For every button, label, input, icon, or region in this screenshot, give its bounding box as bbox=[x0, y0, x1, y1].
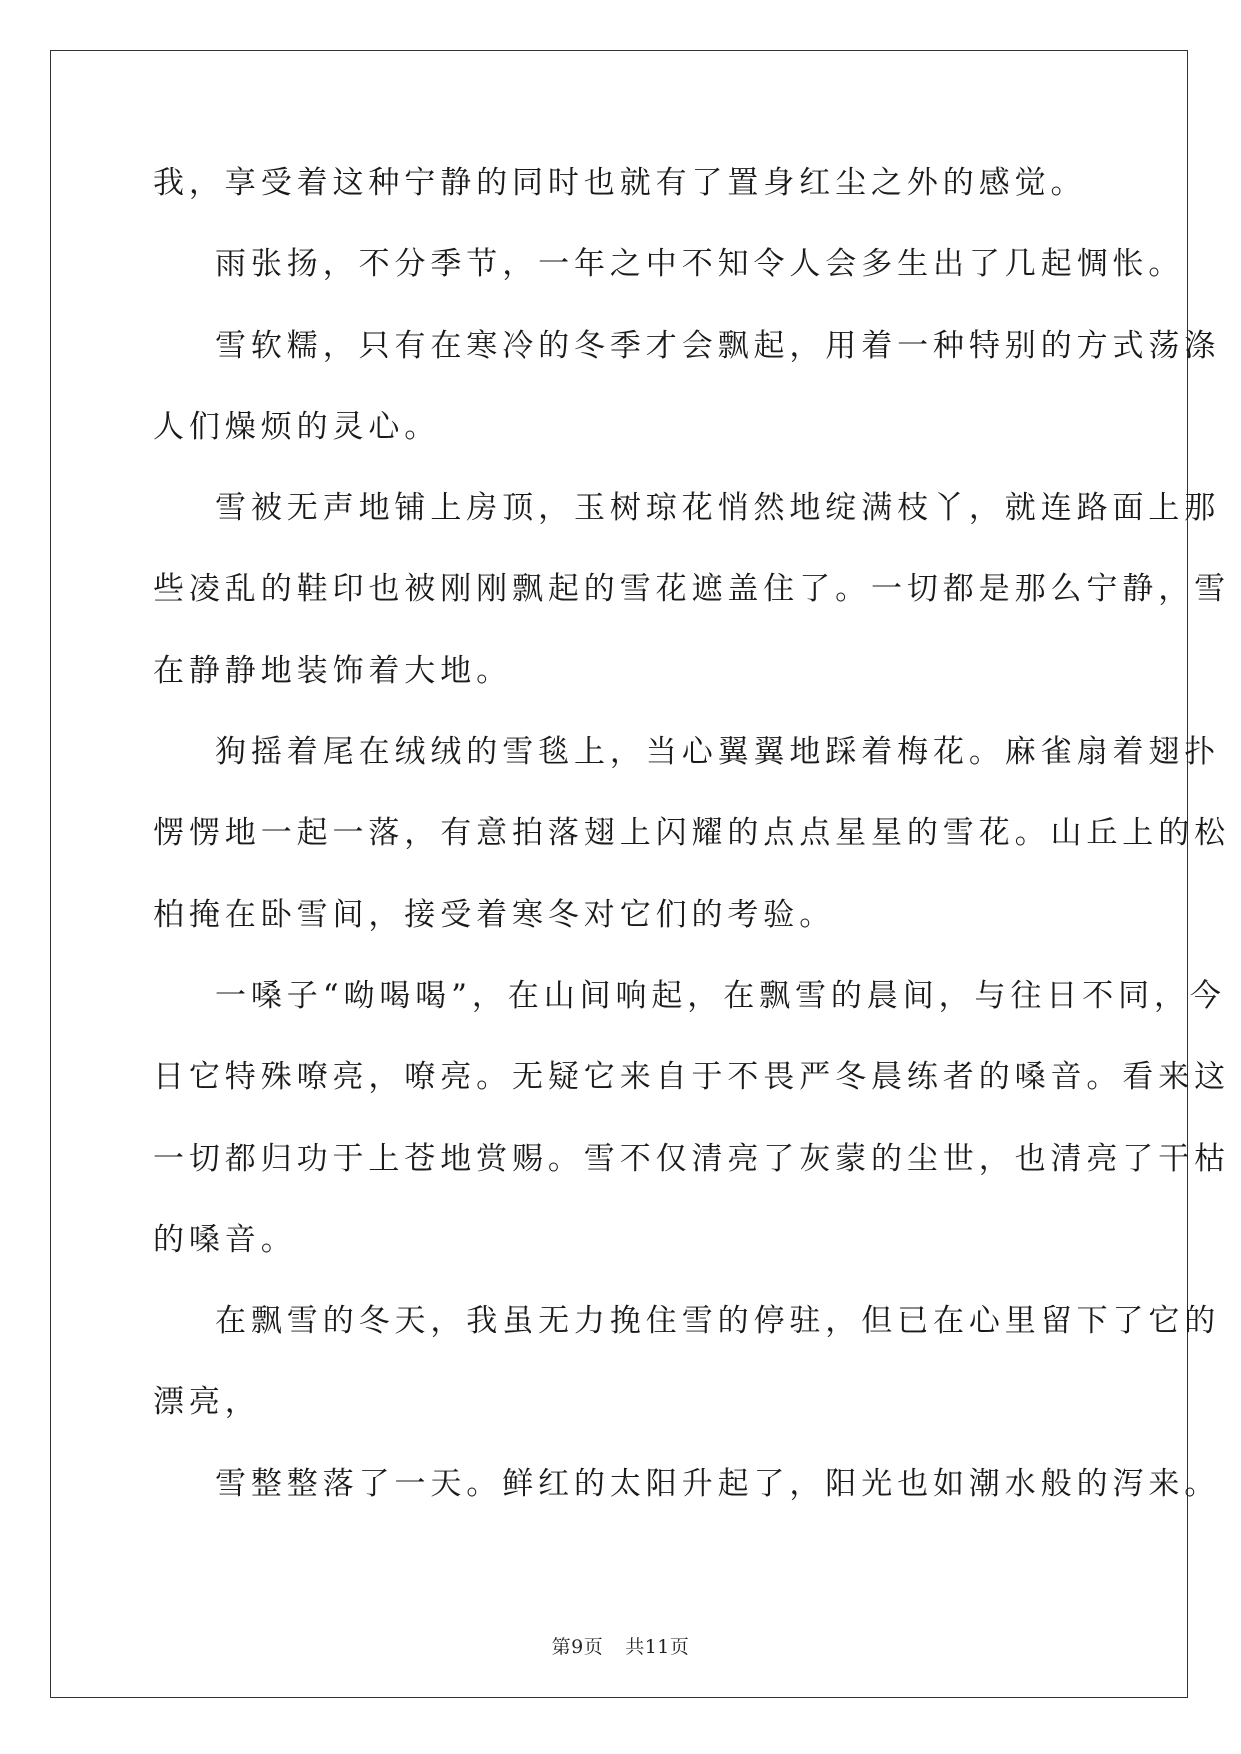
text-line: 一嗓子“呦喝喝”，在山间响起，在飘雪的晨间，与往日不同，今 bbox=[215, 977, 1226, 1014]
text-line: 漂亮， bbox=[153, 1384, 261, 1421]
text-line: 的嗓音。 bbox=[153, 1221, 297, 1258]
text-line: 一切都归功于上苍地赏赐。雪不仅清亮了灰蒙的尘世，也清亮了干枯 bbox=[153, 1140, 1230, 1177]
page-footer bbox=[0, 1632, 1241, 1659]
text-line: 些凌乱的鞋印也被刚刚飘起的雪花遮盖住了。一切都是那么宁静，雪 bbox=[153, 571, 1230, 608]
text-line: 雪软糯，只有在寒冷的冬季才会飘起，用着一种特别的方式荡涤 bbox=[215, 327, 1221, 364]
text-line: 人们燥烦的灵心。 bbox=[153, 408, 441, 445]
text-line: 雨张扬，不分季节，一年之中不知令人会多生出了几起惆怅。 bbox=[215, 246, 1185, 283]
text-line: 雪整整落了一天。鲜红的太阳升起了，阳光也如潮水般的泻来。 bbox=[215, 1465, 1221, 1502]
page-total: 共11页 bbox=[625, 1636, 690, 1658]
document-body bbox=[153, 164, 1230, 1546]
text-line: 在飘雪的冬天，我虽无力挽住雪的停驻，但已在心里留下了它的 bbox=[215, 1303, 1221, 1340]
page-number: 第9页 bbox=[551, 1636, 604, 1658]
text-line: 柏掩在卧雪间，接受着寒冬对它们的考验。 bbox=[153, 896, 836, 933]
text-line: 在静静地装饰着大地。 bbox=[153, 652, 512, 689]
text-line: 我，享受着这种宁静的同时也就有了置身红尘之外的感觉。 bbox=[153, 165, 1087, 201]
text-line: 愣愣地一起一落，有意拍落翅上闪耀的点点星星的雪花。山丘上的松 bbox=[153, 815, 1230, 852]
text-line: 狗摇着尾在绒绒的雪毯上，当心翼翼地踩着梅花。麻雀扇着翅扑 bbox=[215, 734, 1221, 771]
text-line: 雪被无声地铺上房顶，玉树琼花悄然地绽满枝丫，就连路面上那 bbox=[215, 490, 1221, 527]
text-line: 日它特殊嘹亮，嘹亮。无疑它来自于不畏严冬晨练者的嗓音。看来这 bbox=[153, 1059, 1230, 1096]
